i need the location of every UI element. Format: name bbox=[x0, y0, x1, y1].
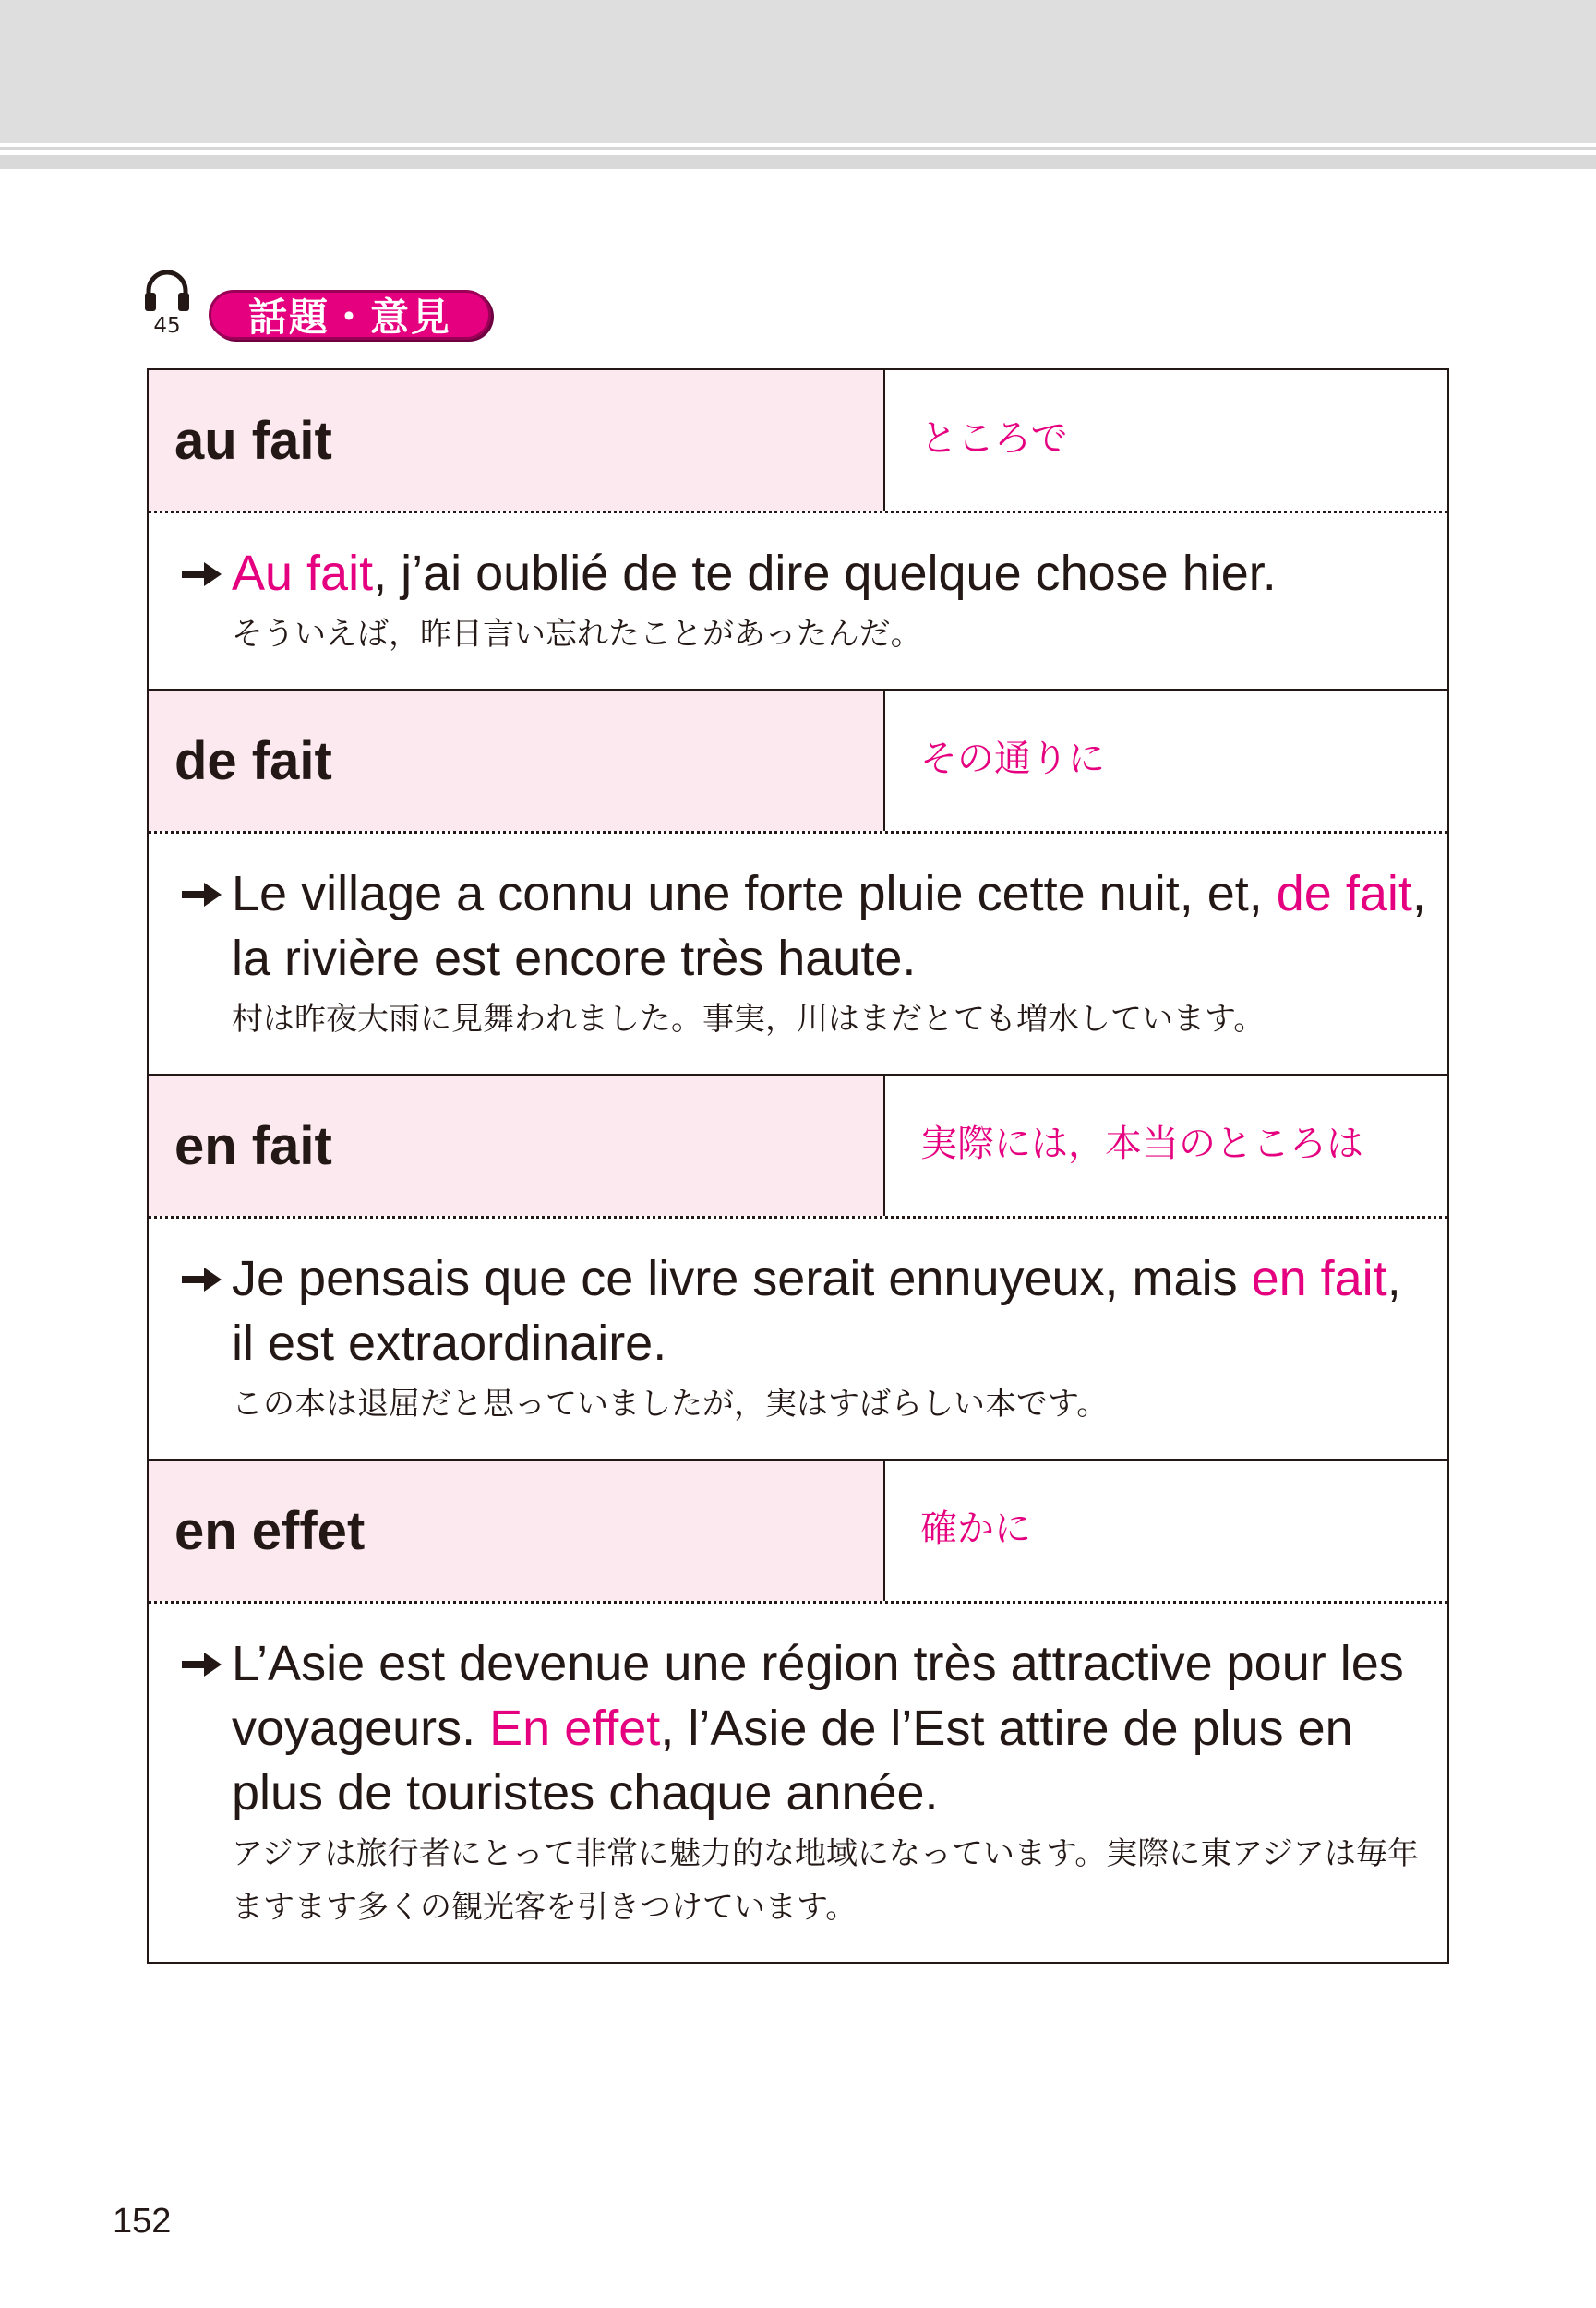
translation: アジアは旅行者にとって非常に魅力的な地域になっています。実際に東アジアは毎年ますます多くの観光客を引きつけています。 bbox=[232, 1835, 1419, 1926]
example-sentence: Au fait, j’ai oublié de te dire quelque chose hier. bbox=[232, 546, 1277, 601]
entry-head bbox=[149, 1076, 1447, 1219]
meaning: 確かに bbox=[920, 1508, 1031, 1550]
example-block bbox=[149, 834, 1447, 1074]
entry bbox=[149, 1076, 1447, 1461]
example-block bbox=[149, 1219, 1447, 1459]
header-band bbox=[0, 0, 1596, 143]
example-block bbox=[149, 1604, 1447, 1962]
header-rule bbox=[0, 147, 1596, 150]
topic-badge: 話題・意見 bbox=[209, 290, 491, 340]
audio-track-marker[interactable] bbox=[142, 266, 192, 342]
highlighted-phrase: en fait bbox=[1251, 1251, 1387, 1306]
entry-head bbox=[149, 691, 1447, 834]
arrow-icon bbox=[182, 1652, 222, 1677]
entry bbox=[149, 691, 1447, 1076]
arrow-icon bbox=[182, 1267, 222, 1292]
meaning: ところで bbox=[920, 417, 1068, 460]
page-number: 152 bbox=[113, 2202, 172, 2241]
highlighted-phrase: Au fait bbox=[232, 546, 374, 601]
meaning: 実際には，本当のところは bbox=[920, 1123, 1363, 1165]
track-number: 45 bbox=[153, 314, 181, 338]
meaning: その通りに bbox=[920, 738, 1105, 780]
header-rule-thick bbox=[0, 155, 1596, 169]
example-sentence: L’Asie est devenue une région très attractive pour les voyageurs. En effet, l’Asie de l’Est attire de plus en plus de touristes chaque année. bbox=[232, 1636, 1404, 1821]
phrase: en fait bbox=[149, 1076, 885, 1216]
phrase: en effet bbox=[149, 1461, 885, 1601]
example-sentence: Le village a connu une forte pluie cette nuit, et, de fait, la rivière est encore très haute. bbox=[232, 866, 1426, 986]
example-sentence: Je pensais que ce livre serait ennuyeux, mais en fait, il est extraordinaire. bbox=[232, 1251, 1401, 1371]
headphones-icon bbox=[142, 266, 192, 314]
entry-table bbox=[147, 368, 1449, 1964]
translation: そういえば，昨日言い忘れたことがあったんだ。 bbox=[232, 616, 922, 653]
phrase: au fait bbox=[149, 370, 885, 511]
phrase: de fait bbox=[149, 691, 885, 831]
highlighted-phrase: En effet bbox=[489, 1701, 661, 1756]
entry bbox=[149, 1461, 1447, 1964]
entry bbox=[149, 370, 1447, 691]
translation: この本は退屈だと思っていましたが，実はすばらしい本です。 bbox=[232, 1386, 1109, 1423]
entry-head bbox=[149, 370, 1447, 513]
arrow-icon bbox=[182, 561, 222, 587]
highlighted-phrase: de fait bbox=[1276, 866, 1412, 921]
example-block bbox=[149, 513, 1447, 689]
translation: 村は昨夜大雨に見舞われました。事実，川はまだとても増水しています。 bbox=[232, 1001, 1266, 1038]
entry-head bbox=[149, 1461, 1447, 1604]
arrow-icon bbox=[182, 882, 222, 908]
